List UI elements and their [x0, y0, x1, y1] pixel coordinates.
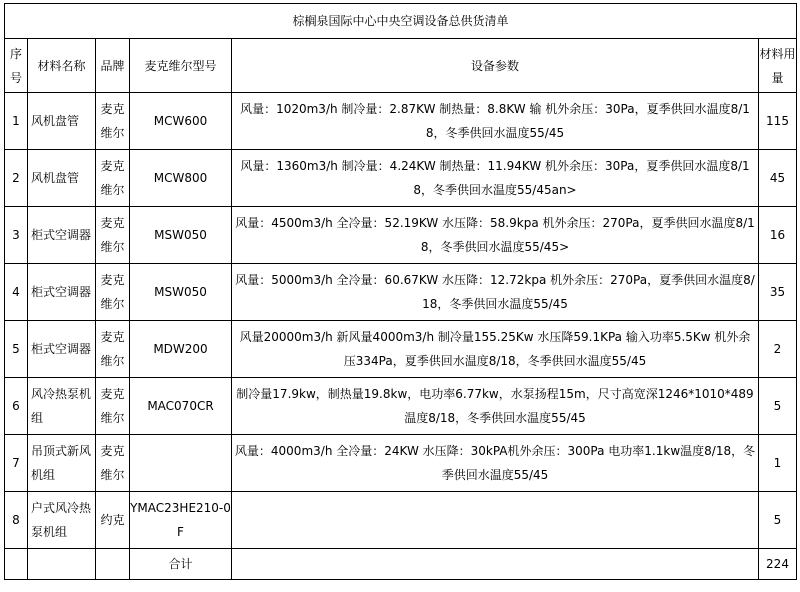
row-no: 6 [5, 378, 28, 435]
row-model [130, 435, 232, 492]
row-qty: 5 [759, 378, 797, 435]
row-brand: 麦克维尔 [96, 378, 130, 435]
row-name: 风冷热泵机组 [28, 378, 96, 435]
row-name: 吊顶式新风机组 [28, 435, 96, 492]
row-brand: 约克 [96, 492, 130, 549]
row-name: 风机盘管 [28, 93, 96, 150]
row-no: 2 [5, 150, 28, 207]
row-qty: 2 [759, 321, 797, 378]
header-no: 序号 [5, 39, 28, 93]
row-brand: 麦克维尔 [96, 150, 130, 207]
row-qty: 16 [759, 207, 797, 264]
table-row [5, 492, 797, 549]
header-qty: 材料用量 [759, 39, 797, 93]
row-model: MAC070CR [130, 378, 232, 435]
header-brand: 品牌 [96, 39, 130, 93]
total-blank [232, 549, 759, 580]
row-name: 柜式空调器 [28, 321, 96, 378]
table-row [5, 321, 797, 378]
row-qty: 5 [759, 492, 797, 549]
header-model: 麦克维尔型号 [130, 39, 232, 93]
row-no: 7 [5, 435, 28, 492]
row-params: 风量：1360m3/h 制冷量：4.24KW 制热量：11.94KW 机外余压：30Pa，夏季供回水温度8/18，冬季供回水温度55/45an> [232, 150, 759, 207]
row-model: MCW800 [130, 150, 232, 207]
row-no: 1 [5, 93, 28, 150]
row-no: 3 [5, 207, 28, 264]
table-title: 棕榈泉国际中心中央空调设备总供货清单 [5, 4, 797, 39]
supply-list-table [4, 3, 797, 580]
row-qty: 1 [759, 435, 797, 492]
total-blank [5, 549, 28, 580]
row-brand: 麦克维尔 [96, 264, 130, 321]
row-qty: 35 [759, 264, 797, 321]
row-model: MCW600 [130, 93, 232, 150]
row-qty: 45 [759, 150, 797, 207]
row-params: 风量：4500m3/h 全冷量：52.19KW 水压降：58.9kpa 机外余压：270Pa，夏季供回水温度8/18，冬季供回水温度55/45> [232, 207, 759, 264]
table-row [5, 264, 797, 321]
row-brand: 麦克维尔 [96, 321, 130, 378]
total-qty: 224 [759, 549, 797, 580]
header-row [5, 39, 797, 93]
table-row [5, 207, 797, 264]
row-model: MSW050 [130, 207, 232, 264]
header-name: 材料名称 [28, 39, 96, 93]
row-name: 柜式空调器 [28, 264, 96, 321]
total-row [5, 549, 797, 580]
row-params: 风量：5000m3/h 全冷量：60.67KW 水压降：12.72kpa 机外余压：270Pa，夏季供回水温度8/18，冬季供回水温度55/45 [232, 264, 759, 321]
row-no: 4 [5, 264, 28, 321]
row-name: 柜式空调器 [28, 207, 96, 264]
total-blank [28, 549, 96, 580]
row-params [232, 492, 759, 549]
table-row [5, 150, 797, 207]
row-brand: 麦克维尔 [96, 435, 130, 492]
row-params: 风量：4000m3/h 全冷量：24KW 水压降：30kPA机外余压：300Pa 电功率1.1kw温度8/18，冬季供回水温度55/45 [232, 435, 759, 492]
header-params: 设备参数 [232, 39, 759, 93]
table-row [5, 435, 797, 492]
row-model: MSW050 [130, 264, 232, 321]
table-row [5, 378, 797, 435]
total-blank [96, 549, 130, 580]
row-qty: 115 [759, 93, 797, 150]
row-name: 风机盘管 [28, 150, 96, 207]
row-params: 风量：1020m3/h 制冷量：2.87KW 制热量：8.8KW 输 机外余压：30Pa，夏季供回水温度8/18，冬季供回水温度55/45 [232, 93, 759, 150]
row-params: 风量20000m3/h 新风量4000m3/h 制冷量155.25Kw 水压降59.1KPa 输入功率5.5Kw 机外余压334Pa，夏季供回水温度8/18，冬季供回水温度55/45 [232, 321, 759, 378]
row-name: 户式风冷热泵机组 [28, 492, 96, 549]
row-model: MDW200 [130, 321, 232, 378]
row-params: 制冷量17.9kw，制热量19.8kw，电功率6.77kw，水泵扬程15m，尺寸高宽深1246*1010*489温度8/18，冬季供回水温度55/45 [232, 378, 759, 435]
row-no: 5 [5, 321, 28, 378]
row-no: 8 [5, 492, 28, 549]
row-model: YMAC23HE210-0F [130, 492, 232, 549]
row-brand: 麦克维尔 [96, 93, 130, 150]
row-brand: 麦克维尔 [96, 207, 130, 264]
total-label: 合计 [130, 549, 232, 580]
table-row [5, 93, 797, 150]
